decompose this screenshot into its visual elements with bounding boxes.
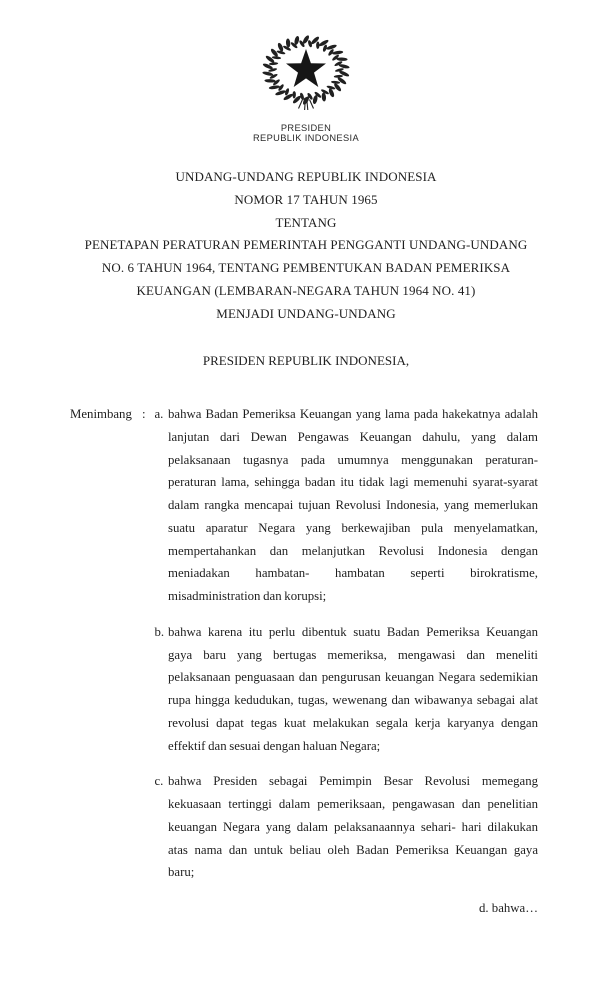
body-line: lanjutan dari Dewan Pengawas Keuangan dahulu, yang dalam bbox=[168, 429, 538, 444]
body-line: misadministration dan korupsi; bbox=[168, 589, 327, 603]
item-text bbox=[168, 621, 538, 758]
item-text bbox=[168, 403, 538, 608]
body-line: gaya baru yang bertugas memeriksa, mengawasi dan meneliti bbox=[168, 647, 538, 662]
seal-caption-presiden: PRESIDEN bbox=[280, 123, 332, 133]
title-line: KEUANGAN (LEMBARAN-NEGARA TAHUN 1964 NO. 41) bbox=[136, 282, 476, 298]
title-line: UNDANG-UNDANG REPUBLIK INDONESIA bbox=[175, 169, 437, 184]
item-marker: c. bbox=[154, 774, 164, 789]
considerations-label: Menimbang bbox=[70, 407, 132, 421]
body-line: effektif dan sesuai dengan haluan Negara; bbox=[168, 738, 381, 753]
body-line: dalam rangka mencapai tujuan Revolusi Indonesia, yang memerlukan bbox=[168, 498, 538, 512]
seal-caption-republik-indonesia: REPUBLIK INDONESIA bbox=[252, 133, 359, 143]
catchword: d. bahwa… bbox=[479, 901, 538, 915]
body-line: suatu aparatur Negara yang berkewajiban pula menyelamatkan, bbox=[168, 520, 538, 535]
body-line: bahwa Presiden sebagai Pemimpin Besar Revolusi memegang bbox=[168, 774, 538, 789]
body-line: peraturan lama, sehingga badan itu tidak lagi memenuhi syarat-syarat bbox=[168, 475, 538, 490]
seal-emblem bbox=[261, 35, 351, 113]
presidential-seal bbox=[206, 35, 406, 143]
body-line: mempertahankan dan melanjutkan Revolusi Indonesia dengan bbox=[168, 543, 538, 558]
body-line: revolusi dapat tegas kuat melakukan segala kerja karyanya dengan bbox=[168, 715, 538, 730]
title-line: NO. 6 TAHUN 1964, TENTANG PEMBENTUKAN BADAN PEMERIKSA bbox=[101, 260, 511, 275]
considerations-colon: : bbox=[142, 407, 146, 421]
item-marker: b. bbox=[154, 624, 165, 639]
considerations-section bbox=[70, 403, 538, 884]
salutation: PRESIDEN REPUBLIK INDONESIA, bbox=[202, 353, 410, 368]
consideration-item-b bbox=[155, 621, 539, 758]
considerations-items bbox=[155, 403, 539, 884]
title-line: NOMOR 17 TAHUN 1965 bbox=[234, 191, 378, 207]
body-line: kekuasaan tertinggi dalam pemeriksaan, pengawasan dan penelitian bbox=[168, 797, 538, 811]
title-line: TENTANG bbox=[275, 214, 337, 230]
consideration-item-a bbox=[155, 403, 539, 608]
consideration-item-c bbox=[155, 770, 539, 884]
body-line: baru; bbox=[168, 865, 195, 880]
body-line: bahwa Badan Pemeriksa Keuangan yang lama pada hakekatnya adalah bbox=[168, 407, 538, 421]
document-title bbox=[0, 166, 612, 325]
body-line: meniadakan hambatan- hambatan seperti birokratisme, bbox=[168, 566, 538, 581]
star-icon bbox=[286, 49, 326, 87]
item-text bbox=[168, 770, 538, 884]
body-line: pelaksanaan penguasaan dan pengurusan keuangan Negara sedemikian bbox=[168, 670, 538, 685]
title-line: PENETAPAN PERATURAN PEMERINTAH PENGGANTI UNDANG-UNDANG bbox=[84, 237, 528, 253]
title-line: MENJADI UNDANG-UNDANG bbox=[216, 305, 396, 321]
item-marker: a. bbox=[154, 407, 164, 421]
body-line: rupa hingga kedudukan, tugas, wewenang dan wibawanya sebagai alat bbox=[168, 693, 538, 707]
body-line: bahwa karena itu perlu dibentuk suatu Badan Pemeriksa Keuangan bbox=[168, 624, 538, 639]
body-line: pelaksanaan tugasnya pada umumnya menggunakan peraturan- bbox=[168, 452, 538, 467]
body-line: keuangan Negara yang dalam pelaksanaannya sehari- hari dilakukan bbox=[168, 819, 538, 834]
body-line: atas nama dan untuk beliau oleh Badan Pemeriksa Keuangan gaya bbox=[168, 842, 538, 857]
